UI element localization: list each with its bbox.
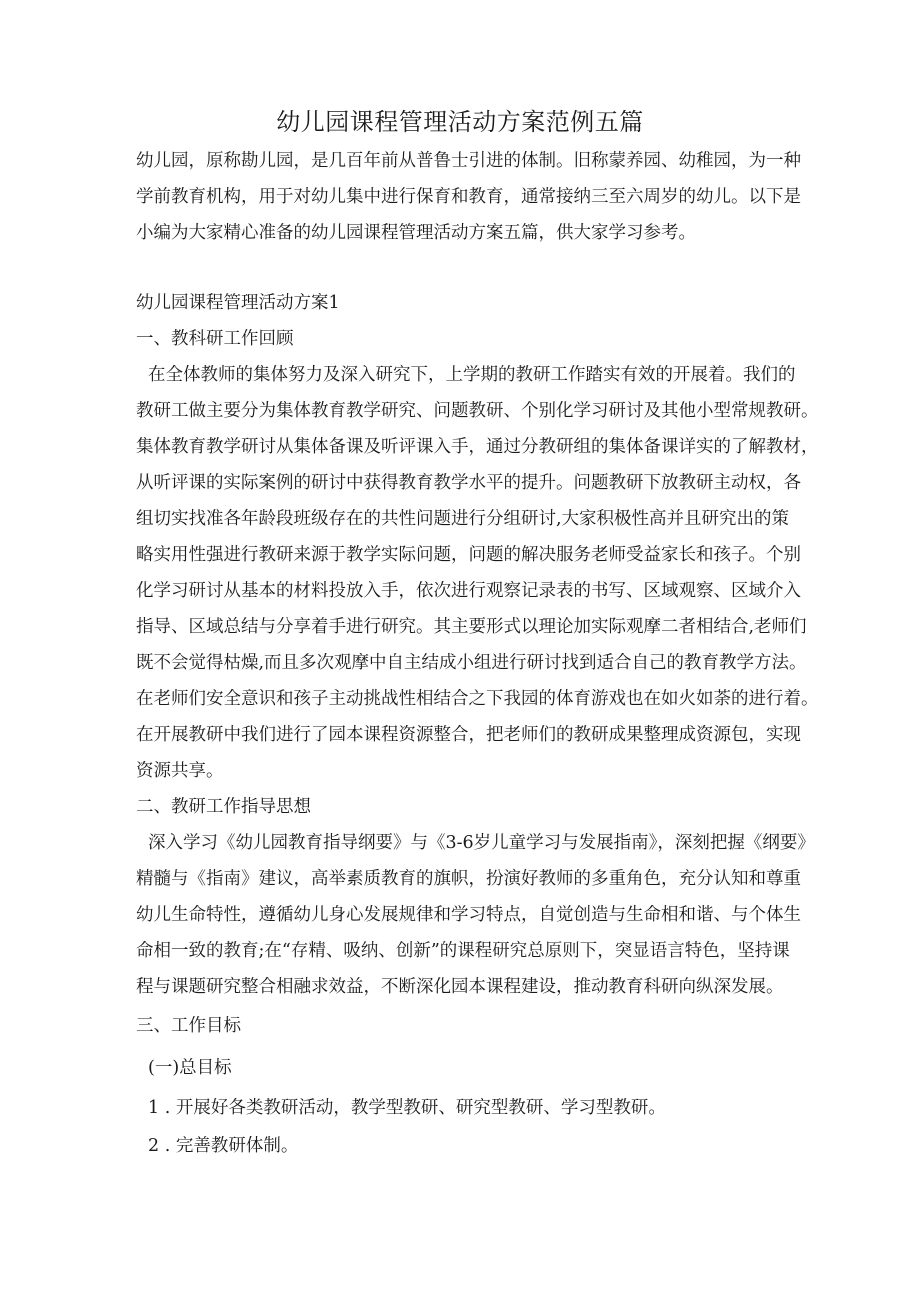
- intro-line: 学前教育机构，用于对幼儿集中进行保育和教育，通常接纳三至六周岁的幼儿。以下是: [136, 187, 801, 207]
- paragraph-line: 深入学习《幼儿园教育指导纲要》与《3-6岁儿童学习与发展指南》，深刻把握《纲要》: [148, 833, 815, 853]
- paragraph-line: 资源共享。: [136, 761, 224, 781]
- paragraph-line: 组切实找准各年龄段班级存在的共性问题进行分组研讨,大家积极性高并且研究出的策: [136, 509, 790, 529]
- part3-heading: 三、工作目标: [136, 1016, 241, 1036]
- paragraph-line: 在开展教研中我们进行了园本课程资源整合，把老师们的教研成果整理成资源包，实现: [136, 725, 801, 745]
- paragraph-line: 教研工做主要分为集体教育教学研究、问题教研、个别化学习研讨及其他小型常规教研。: [136, 401, 819, 421]
- paragraph-line: 化学习研讨从基本的材料投放入手，依次进行观察记录表的书写、区域观察、区域介入: [136, 581, 801, 601]
- section-heading: 幼儿园课程管理活动方案1: [136, 293, 340, 313]
- paragraph-line: 精髓与《指南》建议，高举素质教育的旗帜，扮演好教师的多重角色，充分认知和尊重: [136, 869, 801, 889]
- paragraph-line: 指导、区域总结与分享着手进行研究。其主要形式以理论加实际观摩二者相结合,老师们: [136, 617, 807, 637]
- document-title: 幼儿园课程管理活动方案范例五篇: [276, 108, 644, 136]
- list-item: 2 . 完善教研体制。: [148, 1136, 299, 1156]
- paragraph-line: 程与课题研究整合相融求效益，不断深化园本课程建设，推动教育科研向纵深发展。: [136, 977, 784, 997]
- paragraph-line: 在老师们安全意识和孩子主动挑战性相结合之下我园的体育游戏也在如火如荼的进行着。: [136, 689, 819, 709]
- list-item: 1 . 开展好各类教研活动，教学型教研、研究型教研、学习型教研。: [148, 1098, 666, 1118]
- paragraph-line: 略实用性强进行教研来源于教学实际问题，问题的解决服务老师受益家长和孩子。个别: [136, 545, 801, 565]
- part3-subheading: (一)总目标: [148, 1058, 232, 1078]
- paragraph-line: 命相一致的教育;在“存精、吸纳、创新”的课程研究总原则下，突显语言特色，坚持课: [136, 941, 790, 961]
- intro-line: 小编为大家精心准备的幼儿园课程管理活动方案五篇，供大家学习参考。: [136, 223, 696, 243]
- paragraph-line: 集体教育教学研讨从集体备课及听评课入手，通过分教研组的集体备课详实的了解教材，: [136, 437, 819, 457]
- paragraph-line: 从听评课的实际案例的研讨中获得教育教学水平的提升。问题教研下放教研主动权，各: [136, 473, 801, 493]
- paragraph-line: 在全体教师的集体努力及深入研究下，上学期的教研工作踏实有效的开展着。我们的: [148, 365, 796, 385]
- intro-line: 幼儿园，原称勘儿园，是几百年前从普鲁士引进的体制。旧称蒙养园、幼稚园，为一种: [136, 151, 801, 171]
- part1-heading: 一、教科研工作回顾: [136, 329, 294, 349]
- paragraph-line: 既不会觉得枯燥,而且多次观摩中自主结成小组进行研讨找到适合自己的教育教学方法。: [136, 653, 807, 673]
- part2-heading: 二、教研工作指导思想: [136, 797, 311, 817]
- paragraph-line: 幼儿生命特性，遵循幼儿身心发展规律和学习特点，自觉创造与生命相和谐、与个体生: [136, 905, 801, 925]
